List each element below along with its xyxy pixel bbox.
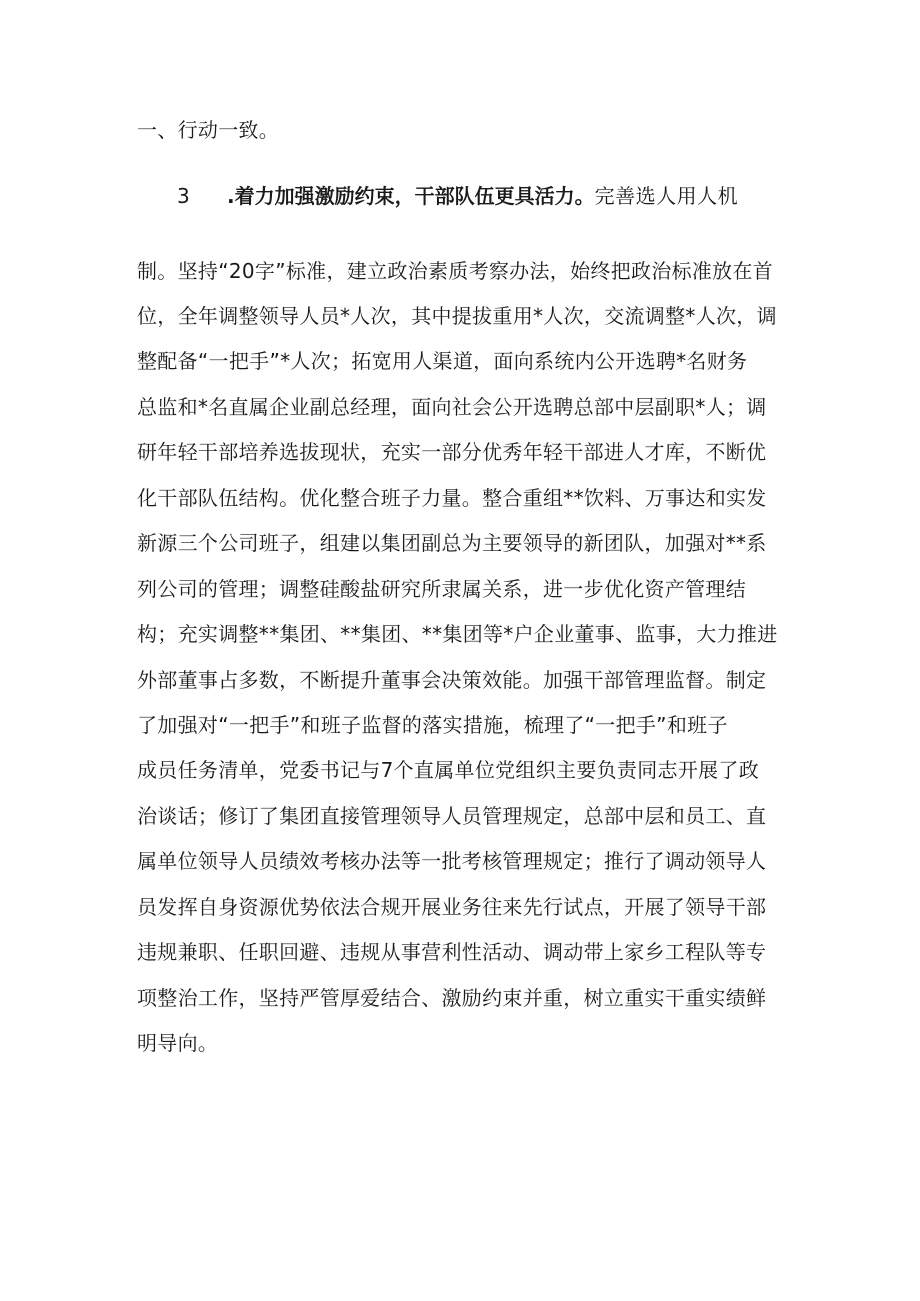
body-line: 明导向。 [137,1031,219,1055]
section-heading-continuation: 完善选人用人机 [594,184,739,208]
body-line: 化干部队伍结构。优化整合班子力量。整合重组**饮料、万事达和实发 [137,486,767,510]
body-line: 总监和*名直属企业副总经理，面向社会公开选聘总部中层副职*人；调 [137,395,767,419]
body-line: 员发挥自身资源优势依法合规开展业务往来先行试点，开展了领导干部 [137,895,767,919]
body-line: 构；充实调整**集团、**集团、**集团等*户企业董事、监事，大力推进 [137,622,778,646]
section-title: .着力加强激励约束，干部队伍更具活力。 [227,184,595,208]
body-line: 位，全年调整领导人员*人次，其中提拔重用*人次，交流调整*人次，调 [137,304,777,328]
body-line: 了加强对“一把手”和班子监督的落实措施，梳理了“一把手”和班子 [137,713,728,737]
body-line: 研年轻干部培养选拔现状，充实一部分优秀年轻干部进人才库，不断优 [137,440,767,464]
section-heading [177,182,738,210]
body-line: 制。坚持“20字”标准，建立政治素质考察办法，始终把政治标准放在首 [137,259,774,283]
body-line: 成员任务清单，党委书记与7个直属单位党组织主要负责同志开展了政 [137,758,760,782]
section-intro-line: 一、行动一致。 [137,118,280,142]
body-line: 新源三个公司班子，组建以集团副总为主要领导的新团队，加强对**系 [137,531,767,555]
body-line: 违规兼职、任职回避、违规从事营利性活动、调动带上家乡工程队等专 [137,940,767,964]
body-line: 列公司的管理；调整硅酸盐研究所隶属关系，进一步优化资产管理结 [137,577,746,601]
body-line: 外部董事占多数，不断提升董事会决策效能。加强干部管理监督。制定 [137,668,767,692]
body-line: 治谈话；修订了集团直接管理领导人员管理规定，总部中层和员工、直 [137,804,767,828]
body-line: 整配备“一把手”*人次；拓宽用人渠道，面向系统内公开选聘*名财务 [137,349,748,373]
body-line: 项整治工作，坚持严管厚爱结合、激励约束并重，树立重实干重实绩鲜 [137,986,767,1010]
section-number: 3 [177,184,190,208]
body-line: 属单位领导人员绩效考核办法等一批考核管理规定；推行了调动领导人 [137,849,767,873]
